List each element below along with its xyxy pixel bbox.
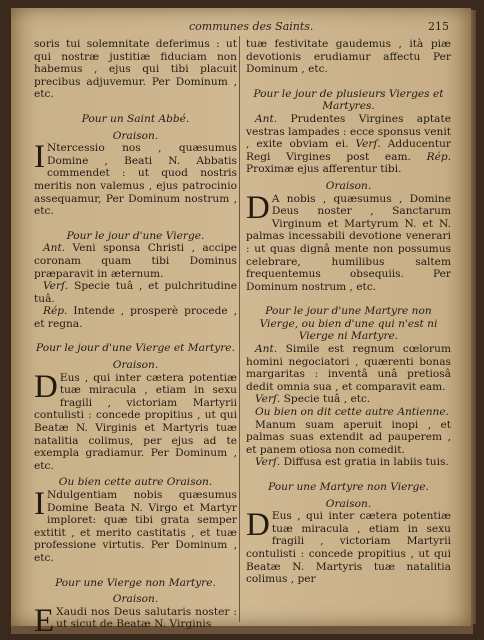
page-number: 215	[428, 20, 449, 33]
drop-cap: E	[34, 602, 55, 639]
antiphon: Ant. Simile est regnum cœlorum homini negociatori , quærenti bonas margaritas : inventâ unâ pretiosâ dedit omnia sua , et comparavit eam.	[246, 343, 451, 393]
section-subtitle: Oraison.	[325, 179, 372, 192]
prayer-text: D A nobis , quæsumus , Domine Deus noster , Sanctarum Virginum et Martyrum N. et N. palmas incessabili devotione venerari : ut quas dignâ mente non possumus celebrare, humilibus saltem frequentemus obsequiis. Per Dominum nostrum , etc.	[246, 189, 451, 293]
section-title: Pour une Martyre non Vierge.	[268, 481, 429, 493]
section-title: Pour un Saint Abbé.	[81, 112, 190, 125]
section-title: Pour le jour de plusieurs Vierges et Martyres.	[253, 87, 444, 113]
drop-cap: I	[34, 486, 45, 522]
response: Rép. Intende , prosperè procede , et regna.	[34, 305, 237, 330]
page-header	[11, 20, 471, 34]
section-subtitle: Oraison.	[112, 129, 159, 142]
column-divider	[239, 36, 240, 622]
versicle: Verſ. Specie tuâ , et pulchritudine tuâ.	[34, 280, 237, 305]
prayer-text: I Ndulgentiam nobis quæsumus Domine Beata N. Virgo et Martyr imploret: quæ tibi grata semper extitit , et merito castitatis , et tuæ professione virtutis. Per Dominum , etc.	[34, 486, 237, 564]
paragraph: soris tui solemnitate deferimus : ut qui nostræ justitiæ fiduciam non habemus , ejus qui tibi placuit precibus adjuvemur. Per Dominum , etc.	[34, 38, 237, 101]
prayer-text: I Ntercessio nos , quæsumus Domine , Beati N. Abbatis commendet : ut quod nostris meritis non valemus , ejus patrocinio assequamur, Per Dominum nostrum , etc.	[34, 139, 237, 218]
antiphon: Manum suam aperuit inopi , et palmas suas extendit ad pauperem , et panem otiosa non comedit.	[246, 418, 451, 456]
antiphon: Ant. Veni sponsa Christi , accipe coronam quam tibi Dominus præparavit in æternum.	[34, 242, 237, 280]
paragraph: tuæ festivitate gaudemus , ità piæ devotionis erudiamur affectu Per Dominum , etc.	[246, 38, 451, 76]
alternate-heading: Ou bien cette autre Oraison.	[58, 476, 213, 489]
drop-cap: I	[34, 139, 45, 176]
running-head: communes des Saints.	[189, 20, 314, 33]
versicle: Verſ. Specie tuâ , etc.	[255, 393, 371, 406]
section-subtitle: Oraison.	[112, 359, 159, 372]
section-title: Pour une Vierge non Martyre.	[55, 576, 216, 589]
book-page	[11, 8, 471, 639]
drop-cap: D	[34, 368, 58, 405]
prayer-text: D Eus , qui inter cætera potentiæ tuæ miracula , etiam in sexu fragili , victoriam Martyrii contulisti : concede propitius , ut qui Beatæ N. Martyris tuæ natalitia colimus , per	[246, 507, 451, 586]
antiphon: Ant. Prudentes Virgines aptate vestras lampades : ecce sponsus venit , exite obviam ei. Verſ. Adducentur Regi Virgines post eam. Rép. Proximæ ejus afferentur tibi.	[246, 112, 452, 176]
left-column	[34, 38, 237, 639]
drop-cap: D	[246, 189, 270, 226]
drop-cap: D	[246, 507, 270, 544]
versicle: Verſ. Diffusa est gratia in labiis tuis.	[255, 456, 449, 469]
section-title: Pour le jour d'une Vierge et Martyre.	[36, 342, 235, 355]
prayer-text: D Eus , qui inter cætera potentiæ tuæ miracula , etiam in sexu fragili , victoriam Martyrii contulisti : concede propitius , ut qui Beatæ N. Virginis et Martyris tuæ natalitia colimus, per ejus ad te exempla gradiamur. Per Dominum , etc.	[34, 368, 237, 472]
prayer-text: E Xaudi nos Deus salutaris noster : ut sicut de Beatæ N. Virginis	[34, 602, 237, 639]
alternate-heading: Ou bien on dit cette autre Antienne.	[255, 406, 449, 419]
section-subtitle: Oraison.	[112, 593, 159, 606]
section-subtitle: Oraison.	[325, 497, 372, 510]
section-title: Pour le jour d'une Martyre non Vierge, ou bien d'une qui n'est ni Vierge ni Martyre.	[259, 305, 438, 343]
right-column	[246, 38, 451, 586]
section-title: Pour le jour d'une Vierge.	[66, 229, 205, 242]
